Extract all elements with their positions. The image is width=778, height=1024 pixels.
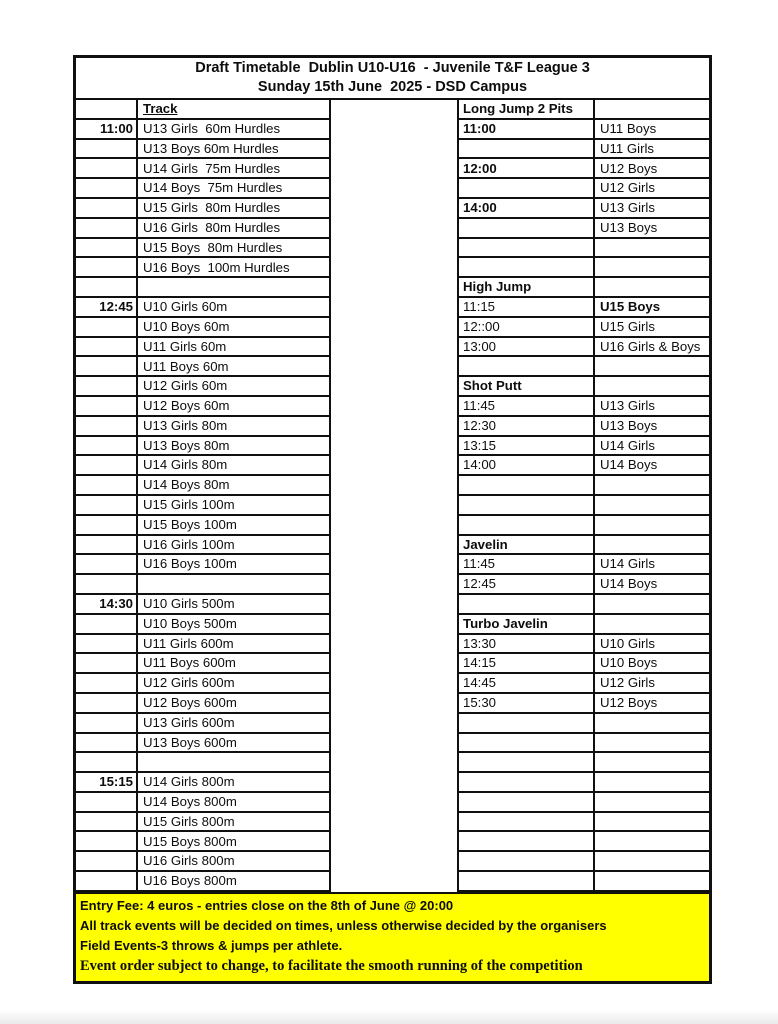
left-event-cell <box>138 753 331 773</box>
left-event-cell: U15 Boys 800m <box>138 832 331 852</box>
right-event-cell <box>595 536 709 556</box>
right-time-cell <box>459 140 595 160</box>
left-event-cell: U13 Girls 80m <box>138 417 331 437</box>
left-time-cell <box>76 635 138 655</box>
left-time-cell <box>76 199 138 219</box>
right-time-cell <box>459 239 595 259</box>
left-event-cell: U11 Girls 60m <box>138 338 331 358</box>
timetable-grid <box>76 100 709 892</box>
right-time-cell: 13:15 <box>459 437 595 457</box>
left-time-cell <box>76 575 138 595</box>
left-time-cell <box>76 872 138 892</box>
left-event-cell: U15 Girls 80m Hurdles <box>138 199 331 219</box>
left-time-cell <box>76 140 138 160</box>
left-time-cell <box>76 694 138 714</box>
left-time-cell <box>76 417 138 437</box>
left-time-cell <box>76 338 138 358</box>
left-event-cell: U12 Boys 600m <box>138 694 331 714</box>
title-line-1: Draft Timetable Dublin U10-U16 - Juvenile T&F League 3 <box>195 60 590 76</box>
right-time-cell: 12::00 <box>459 318 595 338</box>
left-event-cell: U15 Boys 100m <box>138 516 331 536</box>
right-event-cell <box>595 476 709 496</box>
left-time-cell <box>76 377 138 397</box>
left-event-cell: U11 Boys 60m <box>138 357 331 377</box>
right-event-cell <box>595 832 709 852</box>
left-time-cell <box>76 456 138 476</box>
left-time-cell <box>76 179 138 199</box>
left-event-cell: U14 Girls 80m <box>138 456 331 476</box>
right-time-cell: Long Jump 2 Pits <box>459 100 595 120</box>
left-time-cell <box>76 357 138 377</box>
right-time-cell <box>459 832 595 852</box>
left-time-cell <box>76 278 138 298</box>
right-time-cell <box>459 496 595 516</box>
left-event-cell: U10 Girls 60m <box>138 298 331 318</box>
left-time-cell <box>76 258 138 278</box>
left-time-cell <box>76 239 138 259</box>
right-event-cell: U15 Girls <box>595 318 709 338</box>
right-time-cell <box>459 179 595 199</box>
left-event-cell: U16 Boys 100m Hurdles <box>138 258 331 278</box>
left-event-cell: U11 Girls 600m <box>138 635 331 655</box>
right-event-cell <box>595 872 709 892</box>
left-time-cell <box>76 437 138 457</box>
right-time-cell <box>459 872 595 892</box>
left-event-cell: U16 Girls 80m Hurdles <box>138 219 331 239</box>
right-time-cell: 14:15 <box>459 654 595 674</box>
right-event-cell: U12 Boys <box>595 694 709 714</box>
right-event-cell: U11 Boys <box>595 120 709 140</box>
left-event-cell: U12 Girls 60m <box>138 377 331 397</box>
right-event-cell: U10 Boys <box>595 654 709 674</box>
empty-middle-column <box>331 100 459 892</box>
left-event-cell: U10 Boys 500m <box>138 615 331 635</box>
left-event-cell: U13 Girls 60m Hurdles <box>138 120 331 140</box>
right-event-cell <box>595 377 709 397</box>
left-event-cell: U10 Girls 500m <box>138 595 331 615</box>
right-event-cell <box>595 852 709 872</box>
left-event-cell <box>138 278 331 298</box>
footer-entry-fee: Entry Fee: 4 euros - entries close on the 8th of June @ 20:00 <box>80 897 454 913</box>
right-time-cell: 11:00 <box>459 120 595 140</box>
right-time-cell: 14:00 <box>459 456 595 476</box>
left-time-cell <box>76 674 138 694</box>
right-event-cell: U10 Girls <box>595 635 709 655</box>
right-time-cell <box>459 852 595 872</box>
left-event-cell: U12 Girls 600m <box>138 674 331 694</box>
right-time-cell <box>459 734 595 754</box>
right-event-cell <box>595 239 709 259</box>
left-event-cell: U14 Girls 800m <box>138 773 331 793</box>
right-time-cell <box>459 476 595 496</box>
left-time-cell <box>76 832 138 852</box>
right-time-cell <box>459 753 595 773</box>
left-time-cell <box>76 615 138 635</box>
right-time-cell: 12:00 <box>459 159 595 179</box>
right-time-cell <box>459 258 595 278</box>
right-event-cell: U14 Boys <box>595 456 709 476</box>
right-event-cell <box>595 793 709 813</box>
left-event-cell: U13 Boys 80m <box>138 437 331 457</box>
right-time-cell <box>459 357 595 377</box>
right-event-cell: U13 Boys <box>595 219 709 239</box>
left-time-cell <box>76 793 138 813</box>
left-time-cell <box>76 714 138 734</box>
left-event-cell <box>138 575 331 595</box>
left-event-cell: U15 Girls 800m <box>138 813 331 833</box>
scan-edge-shadow <box>0 1010 778 1024</box>
left-event-cell: U16 Girls 100m <box>138 536 331 556</box>
right-event-cell <box>595 813 709 833</box>
left-event-cell: Track <box>138 100 331 120</box>
left-event-cell: U12 Boys 60m <box>138 397 331 417</box>
right-event-cell <box>595 734 709 754</box>
left-event-cell: U14 Girls 75m Hurdles <box>138 159 331 179</box>
right-time-cell: Turbo Javelin <box>459 615 595 635</box>
right-event-cell: U13 Girls <box>595 397 709 417</box>
right-event-cell: U15 Boys <box>595 298 709 318</box>
footer-field-note: Field Events-3 throws & jumps per athlete. <box>80 938 343 954</box>
right-time-cell: 14:45 <box>459 674 595 694</box>
left-time-cell <box>76 100 138 120</box>
right-time-cell: 12:30 <box>459 417 595 437</box>
right-event-cell <box>595 278 709 298</box>
right-event-cell <box>595 496 709 516</box>
right-time-cell <box>459 793 595 813</box>
right-event-cell: U14 Girls <box>595 437 709 457</box>
right-time-cell: 11:45 <box>459 555 595 575</box>
right-time-cell <box>459 595 595 615</box>
left-time-cell <box>76 654 138 674</box>
right-event-cell: U12 Girls <box>595 179 709 199</box>
right-event-cell <box>595 100 709 120</box>
right-event-cell: U13 Boys <box>595 417 709 437</box>
right-event-cell <box>595 516 709 536</box>
right-time-cell: 13:30 <box>459 635 595 655</box>
left-event-cell: U13 Boys 60m Hurdles <box>138 140 331 160</box>
right-time-cell: Shot Putt <box>459 377 595 397</box>
right-time-cell: High Jump <box>459 278 595 298</box>
right-event-cell <box>595 595 709 615</box>
left-time-cell <box>76 159 138 179</box>
right-event-cell: U12 Boys <box>595 159 709 179</box>
left-event-cell: U13 Boys 600m <box>138 734 331 754</box>
right-event-cell: U16 Girls & Boys <box>595 338 709 358</box>
left-time-cell <box>76 397 138 417</box>
footer-order-note: Event order subject to change, to facilitate the smooth running of the competition <box>80 958 583 975</box>
right-time-cell <box>459 219 595 239</box>
left-event-cell: U11 Boys 600m <box>138 654 331 674</box>
left-time-cell: 14:30 <box>76 595 138 615</box>
right-event-cell: U12 Girls <box>595 674 709 694</box>
left-time-cell: 12:45 <box>76 298 138 318</box>
left-time-cell <box>76 476 138 496</box>
document-title <box>76 58 709 100</box>
title-line-2: Sunday 15th June 2025 - DSD Campus <box>257 79 528 95</box>
right-event-cell <box>595 615 709 635</box>
right-event-cell <box>595 357 709 377</box>
left-time-cell <box>76 753 138 773</box>
right-time-cell: 11:45 <box>459 397 595 417</box>
left-event-cell: U14 Boys 800m <box>138 793 331 813</box>
right-event-cell <box>595 773 709 793</box>
left-event-cell: U16 Boys 100m <box>138 555 331 575</box>
right-event-cell <box>595 753 709 773</box>
right-event-cell <box>595 258 709 278</box>
right-event-cell <box>595 714 709 734</box>
footer-track-note: All track events will be decided on times, unless otherwise decided by the organisers <box>80 918 607 934</box>
right-time-cell <box>459 773 595 793</box>
right-time-cell <box>459 516 595 536</box>
right-time-cell <box>459 714 595 734</box>
left-event-cell: U14 Boys 80m <box>138 476 331 496</box>
right-event-cell: U13 Girls <box>595 199 709 219</box>
left-time-cell <box>76 219 138 239</box>
left-event-cell: U14 Boys 75m Hurdles <box>138 179 331 199</box>
left-time-cell <box>76 852 138 872</box>
right-time-cell: 14:00 <box>459 199 595 219</box>
left-event-cell: U10 Boys 60m <box>138 318 331 338</box>
left-time-cell <box>76 318 138 338</box>
notes-footer <box>76 892 709 981</box>
left-time-cell <box>76 555 138 575</box>
left-time-cell: 15:15 <box>76 773 138 793</box>
right-time-cell: 12:45 <box>459 575 595 595</box>
timetable-document <box>73 55 712 984</box>
right-time-cell: 15:30 <box>459 694 595 714</box>
left-time-cell <box>76 734 138 754</box>
right-event-cell: U14 Girls <box>595 555 709 575</box>
left-time-cell: 11:00 <box>76 120 138 140</box>
left-event-cell: U13 Girls 600m <box>138 714 331 734</box>
right-event-cell: U11 Girls <box>595 140 709 160</box>
left-time-cell <box>76 813 138 833</box>
left-event-cell: U15 Girls 100m <box>138 496 331 516</box>
left-time-cell <box>76 516 138 536</box>
left-time-cell <box>76 496 138 516</box>
right-event-cell: U14 Boys <box>595 575 709 595</box>
right-time-cell: 13:00 <box>459 338 595 358</box>
right-time-cell: 11:15 <box>459 298 595 318</box>
left-event-cell: U15 Boys 80m Hurdles <box>138 239 331 259</box>
right-time-cell <box>459 813 595 833</box>
left-time-cell <box>76 536 138 556</box>
right-time-cell: Javelin <box>459 536 595 556</box>
left-event-cell: U16 Boys 800m <box>138 872 331 892</box>
left-event-cell: U16 Girls 800m <box>138 852 331 872</box>
